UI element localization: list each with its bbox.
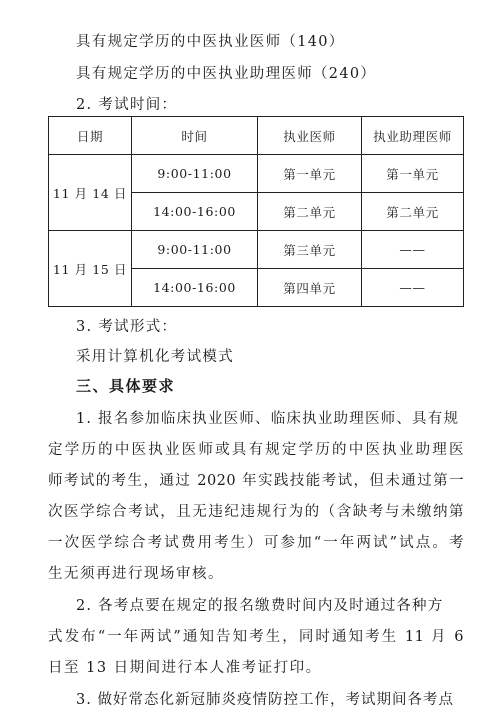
text-line: 具有规定学历的中医执业医师（140） <box>76 34 345 50</box>
paragraph-line: 式发布“一年两试”通知告知考生，同时通知考生 11 月 6 <box>48 629 464 645</box>
table-row <box>49 155 464 193</box>
time-cell: 9:00-11:00 <box>132 231 258 269</box>
time-cell: 14:00-16:00 <box>132 269 258 307</box>
header-date: 日期 <box>49 117 132 155</box>
time-cell: 9:00-11:00 <box>132 155 258 193</box>
date-cell: 11 月 15 日 <box>49 231 132 307</box>
table-row <box>49 231 464 269</box>
assistant-cell: —— <box>362 269 464 307</box>
time-cell: 14:00-16:00 <box>132 193 258 231</box>
paragraph-line: 3. 做好常态化新冠肺炎疫情防控工作，考试期间各考点 <box>76 692 454 708</box>
assistant-cell: —— <box>362 231 464 269</box>
date-cell: 11 月 14 日 <box>49 155 132 231</box>
doctor-cell: 第二单元 <box>258 193 362 231</box>
paragraph-line: 1. 报名参加临床执业医师、临床执业助理医师、具有规 <box>76 411 460 427</box>
paragraph-line: 生无须再进行现场审核。 <box>48 566 224 582</box>
paragraph-line: 定学历的中医执业医师或具有规定学历的中医执业助理医 <box>48 442 464 458</box>
paragraph-line: 日至 13 日期间进行本人准考证打印。 <box>48 660 322 676</box>
header-doctor: 执业医师 <box>258 117 362 155</box>
section-2-label: 2. 考试时间： <box>76 97 178 113</box>
paragraph-line: 2. 各考点要在规定的报名缴费时间内及时通过各种方 <box>76 598 444 614</box>
assistant-cell: 第二单元 <box>362 193 464 231</box>
paragraph-line: 次医学综合考试，且无违纪违规行为的（含缺考与未缴纳第 <box>48 504 464 520</box>
table-header-row <box>49 117 464 155</box>
doctor-cell: 第三单元 <box>258 231 362 269</box>
doctor-cell: 第一单元 <box>258 155 362 193</box>
section-3-label: 3. 考试形式： <box>76 319 178 335</box>
exam-schedule-table <box>48 116 464 307</box>
section-3-value: 采用计算机化考试模式 <box>76 349 234 365</box>
text-line: 具有规定学历的中医执业助理医师（240） <box>76 66 377 82</box>
paragraph-line: 一次医学综合考试费用考生）可参加“一年两试”试点。考 <box>48 535 464 551</box>
section-heading: 三、具体要求 <box>76 377 176 395</box>
doctor-cell: 第四单元 <box>258 269 362 307</box>
assistant-cell: 第一单元 <box>362 155 464 193</box>
header-time: 时间 <box>132 117 258 155</box>
header-assistant: 执业助理医师 <box>362 117 464 155</box>
paragraph-line: 师考试的考生，通过 2020 年实践技能考试，但未通过第一 <box>48 473 464 489</box>
